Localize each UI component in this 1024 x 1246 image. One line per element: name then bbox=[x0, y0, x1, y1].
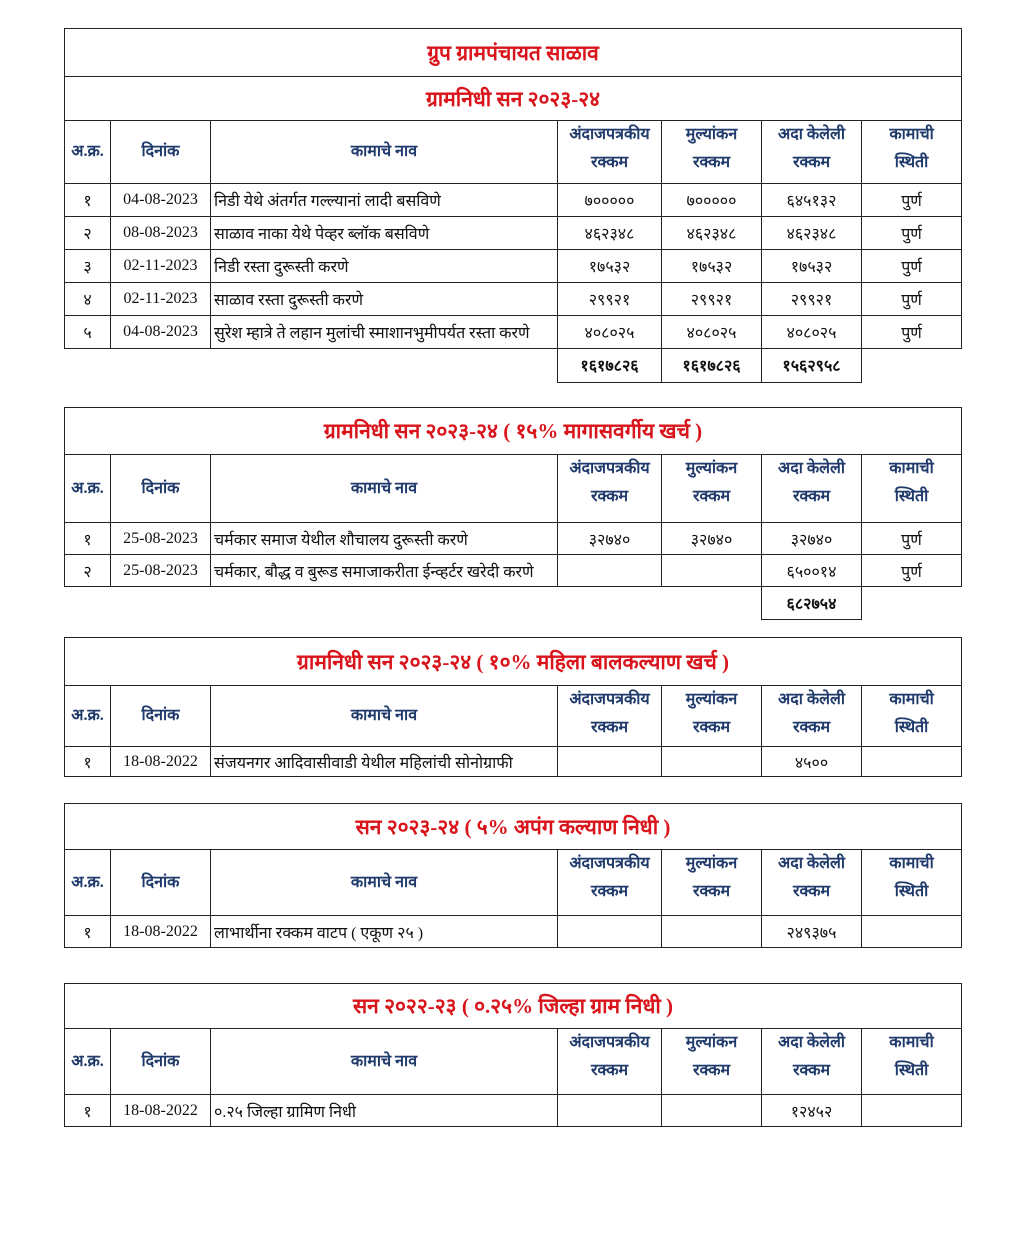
totals-spacer-end bbox=[862, 349, 962, 383]
work-name: संजयनगर आदिवासीवाडी येथील महिलांची सोनोग्राफी bbox=[211, 747, 558, 777]
valuation-amount bbox=[662, 916, 762, 948]
header-estimate bbox=[558, 121, 662, 184]
sr-number: १ bbox=[65, 916, 111, 948]
header-valuation-line: मुल्यांकन bbox=[685, 1034, 738, 1051]
totals-spacer bbox=[65, 349, 558, 383]
header-estimate-line: रक्कम bbox=[590, 488, 629, 505]
date: 25-08-2023 bbox=[111, 555, 211, 587]
header-sr: अ.क्र. bbox=[65, 1029, 111, 1095]
header-status-line: स्थिती bbox=[894, 488, 929, 505]
status: पुर्ण bbox=[862, 523, 962, 555]
header-paid-line: रक्कम bbox=[792, 719, 831, 736]
header-sr: अ.क्र. bbox=[65, 850, 111, 916]
table-row bbox=[65, 555, 962, 587]
header-valuation bbox=[662, 455, 762, 523]
header-sr: अ.क्र. bbox=[65, 121, 111, 184]
table-row bbox=[65, 916, 962, 948]
header-estimate bbox=[558, 1029, 662, 1095]
valuation-amount bbox=[662, 747, 762, 777]
date: 02-11-2023 bbox=[111, 250, 211, 283]
header-estimate bbox=[558, 850, 662, 916]
fund-table-section bbox=[64, 407, 961, 620]
status: पुर्ण bbox=[862, 316, 962, 349]
header-estimate-line: रक्कम bbox=[590, 883, 629, 900]
header-work-name: कामाचे नाव bbox=[211, 455, 558, 523]
header-estimate-line: अंदाजपत्रकीय bbox=[569, 855, 650, 872]
header-status bbox=[862, 686, 962, 747]
paid-amount: ३२७४० bbox=[762, 523, 862, 555]
table-title: ग्रामनिधी सन २०२३-२४ ( १५% मागासवर्गीय खर्च ) bbox=[65, 408, 962, 455]
header-valuation-line: रक्कम bbox=[692, 1062, 731, 1079]
header-estimate bbox=[558, 455, 662, 523]
work-name: निडी येथे अंतर्गत गल्ल्यानां लादी बसविणे bbox=[211, 184, 558, 217]
valuation-amount: ४६२३४८ bbox=[662, 217, 762, 250]
estimate-amount bbox=[558, 555, 662, 587]
date: 18-08-2022 bbox=[111, 916, 211, 948]
totals-spacer bbox=[65, 587, 558, 620]
fund-table-section bbox=[64, 637, 961, 777]
work-name: साळाव नाका येथे पेव्हर ब्लॉक बसविणे bbox=[211, 217, 558, 250]
estimate-amount: ७००००० bbox=[558, 184, 662, 217]
header-status bbox=[862, 455, 962, 523]
status: पुर्ण bbox=[862, 250, 962, 283]
date: 02-11-2023 bbox=[111, 283, 211, 316]
header-status bbox=[862, 1029, 962, 1095]
header-valuation-line: रक्कम bbox=[692, 883, 731, 900]
header-date: दिनांक bbox=[111, 121, 211, 184]
status: पुर्ण bbox=[862, 184, 962, 217]
status: पुर्ण bbox=[862, 217, 962, 250]
total-amount: १५६२९५८ bbox=[762, 349, 862, 383]
date: 18-08-2022 bbox=[111, 1095, 211, 1127]
header-valuation-line: मुल्यांकन bbox=[685, 855, 738, 872]
valuation-amount: १७५३२ bbox=[662, 250, 762, 283]
header-date: दिनांक bbox=[111, 686, 211, 747]
work-name: चर्मकार, बौद्ध व बुरूड समाजाकरीता ईन्व्हर्टर खरेदी करणे bbox=[211, 555, 558, 587]
paid-amount: २९९२१ bbox=[762, 283, 862, 316]
header-status-line: स्थिती bbox=[894, 719, 929, 736]
paid-amount: ६५००१४ bbox=[762, 555, 862, 587]
header-valuation-line: रक्कम bbox=[692, 719, 731, 736]
header-date: दिनांक bbox=[111, 850, 211, 916]
estimate-amount: ३२७४० bbox=[558, 523, 662, 555]
header-paid-line: रक्कम bbox=[792, 883, 831, 900]
sr-number: २ bbox=[65, 217, 111, 250]
header-work-name: कामाचे नाव bbox=[211, 686, 558, 747]
header-estimate-line: अंदाजपत्रकीय bbox=[569, 126, 650, 143]
table-row bbox=[65, 1095, 962, 1127]
estimate-amount bbox=[558, 747, 662, 777]
header-valuation bbox=[662, 1029, 762, 1095]
header-date: दिनांक bbox=[111, 1029, 211, 1095]
sr-number: १ bbox=[65, 523, 111, 555]
work-name: लाभार्थीना रक्कम वाटप ( एकूण २५ ) bbox=[211, 916, 558, 948]
valuation-amount bbox=[662, 1095, 762, 1127]
total-amount bbox=[662, 587, 762, 620]
header-status bbox=[862, 121, 962, 184]
sr-number: ४ bbox=[65, 283, 111, 316]
header-estimate-line: अंदाजपत्रकीय bbox=[569, 460, 650, 477]
header-paid bbox=[762, 686, 862, 747]
header-status-line: कामाची bbox=[889, 1034, 934, 1051]
status: पुर्ण bbox=[862, 555, 962, 587]
work-name: चर्मकार समाज येथील शौचालय दुरूस्ती करणे bbox=[211, 523, 558, 555]
table-row bbox=[65, 747, 962, 777]
header-status-line: स्थिती bbox=[894, 154, 929, 171]
work-name: सुरेश म्हात्रे ते लहान मुलांची स्माशानभुमीपर्यत रस्ता करणे bbox=[211, 316, 558, 349]
total-amount bbox=[558, 587, 662, 620]
table-row bbox=[65, 217, 962, 250]
sr-number: १ bbox=[65, 184, 111, 217]
estimate-amount bbox=[558, 916, 662, 948]
header-paid-line: अदा केलेली bbox=[778, 126, 845, 143]
table-title: ग्रामनिधी सन २०२३-२४ ( १०% महिला बालकल्याण खर्च ) bbox=[65, 638, 962, 686]
table-row bbox=[65, 316, 962, 349]
header-estimate-line: रक्कम bbox=[590, 154, 629, 171]
table-row bbox=[65, 250, 962, 283]
paid-amount: ४०८०२५ bbox=[762, 316, 862, 349]
fund-table-section bbox=[64, 983, 961, 1127]
header-paid-line: अदा केलेली bbox=[778, 855, 845, 872]
date: 25-08-2023 bbox=[111, 523, 211, 555]
date: 08-08-2023 bbox=[111, 217, 211, 250]
header-status-line: कामाची bbox=[889, 460, 934, 477]
header-valuation-line: मुल्यांकन bbox=[685, 691, 738, 708]
header-estimate-line: रक्कम bbox=[590, 719, 629, 736]
header-paid-line: अदा केलेली bbox=[778, 1034, 845, 1051]
sr-number: ५ bbox=[65, 316, 111, 349]
paid-amount: १२४५२ bbox=[762, 1095, 862, 1127]
valuation-amount: ३२७४० bbox=[662, 523, 762, 555]
header-valuation-line: मुल्यांकन bbox=[685, 126, 738, 143]
header-work-name: कामाचे नाव bbox=[211, 850, 558, 916]
status: पुर्ण bbox=[862, 283, 962, 316]
date: 18-08-2022 bbox=[111, 747, 211, 777]
header-sr: अ.क्र. bbox=[65, 686, 111, 747]
header-status-line: कामाची bbox=[889, 855, 934, 872]
header-valuation bbox=[662, 121, 762, 184]
table-row bbox=[65, 184, 962, 217]
fund-table-section bbox=[64, 803, 961, 948]
header-valuation-line: मुल्यांकन bbox=[685, 460, 738, 477]
table-row bbox=[65, 283, 962, 316]
totals-row bbox=[65, 587, 962, 620]
header-work-name: कामाचे नाव bbox=[211, 121, 558, 184]
total-amount: ६८२७५४ bbox=[762, 587, 862, 620]
fund-table-section bbox=[64, 28, 961, 383]
table-title: ग्रामनिधी सन २०२३-२४ bbox=[65, 77, 962, 121]
header-paid bbox=[762, 121, 862, 184]
header-paid bbox=[762, 1029, 862, 1095]
valuation-amount: २९९२१ bbox=[662, 283, 762, 316]
header-sr: अ.क्र. bbox=[65, 455, 111, 523]
paid-amount: ६४५१३२ bbox=[762, 184, 862, 217]
header-status-line: कामाची bbox=[889, 691, 934, 708]
table-title: सन २०२२-२३ ( ०.२५% जिल्हा ग्राम निधी ) bbox=[65, 984, 962, 1029]
header-paid bbox=[762, 455, 862, 523]
sr-number: २ bbox=[65, 555, 111, 587]
estimate-amount: १७५३२ bbox=[558, 250, 662, 283]
header-status-line: कामाची bbox=[889, 126, 934, 143]
work-name: ०.२५ जिल्हा ग्रामिण निधी bbox=[211, 1095, 558, 1127]
header-valuation bbox=[662, 686, 762, 747]
paid-amount: १७५३२ bbox=[762, 250, 862, 283]
totals-spacer-end bbox=[862, 587, 962, 620]
header-valuation-line: रक्कम bbox=[692, 154, 731, 171]
estimate-amount: ४०८०२५ bbox=[558, 316, 662, 349]
sr-number: १ bbox=[65, 747, 111, 777]
total-amount: १६१७८२६ bbox=[558, 349, 662, 383]
status bbox=[862, 747, 962, 777]
header-estimate bbox=[558, 686, 662, 747]
sr-number: ३ bbox=[65, 250, 111, 283]
header-valuation-line: रक्कम bbox=[692, 488, 731, 505]
header-work-name: कामाचे नाव bbox=[211, 1029, 558, 1095]
work-name: निडी रस्ता दुरूस्ती करणे bbox=[211, 250, 558, 283]
header-paid-line: रक्कम bbox=[792, 488, 831, 505]
estimate-amount bbox=[558, 1095, 662, 1127]
paid-amount: ४५०० bbox=[762, 747, 862, 777]
header-estimate-line: अंदाजपत्रकीय bbox=[569, 691, 650, 708]
date: 04-08-2023 bbox=[111, 316, 211, 349]
header-paid-line: अदा केलेली bbox=[778, 460, 845, 477]
page-title: ग्रुप ग्रामपंचायत साळाव bbox=[65, 29, 962, 77]
sr-number: १ bbox=[65, 1095, 111, 1127]
header-status-line: स्थिती bbox=[894, 883, 929, 900]
valuation-amount: ७००००० bbox=[662, 184, 762, 217]
date: 04-08-2023 bbox=[111, 184, 211, 217]
paid-amount: ४६२३४८ bbox=[762, 217, 862, 250]
header-paid-line: रक्कम bbox=[792, 1062, 831, 1079]
header-paid-line: अदा केलेली bbox=[778, 691, 845, 708]
table-row bbox=[65, 523, 962, 555]
status bbox=[862, 1095, 962, 1127]
estimate-amount: ४६२३४८ bbox=[558, 217, 662, 250]
header-status-line: स्थिती bbox=[894, 1062, 929, 1079]
header-status bbox=[862, 850, 962, 916]
header-paid bbox=[762, 850, 862, 916]
header-estimate-line: रक्कम bbox=[590, 1062, 629, 1079]
totals-row bbox=[65, 349, 962, 383]
header-paid-line: रक्कम bbox=[792, 154, 831, 171]
paid-amount: २४९३७५ bbox=[762, 916, 862, 948]
estimate-amount: २९९२१ bbox=[558, 283, 662, 316]
header-estimate-line: अंदाजपत्रकीय bbox=[569, 1034, 650, 1051]
work-name: साळाव रस्ता दुरूस्ती करणे bbox=[211, 283, 558, 316]
header-valuation bbox=[662, 850, 762, 916]
status bbox=[862, 916, 962, 948]
valuation-amount: ४०८०२५ bbox=[662, 316, 762, 349]
total-amount: १६१७८२६ bbox=[662, 349, 762, 383]
valuation-amount bbox=[662, 555, 762, 587]
table-title: सन २०२३-२४ ( ५% अपंग कल्याण निधी ) bbox=[65, 804, 962, 850]
header-date: दिनांक bbox=[111, 455, 211, 523]
